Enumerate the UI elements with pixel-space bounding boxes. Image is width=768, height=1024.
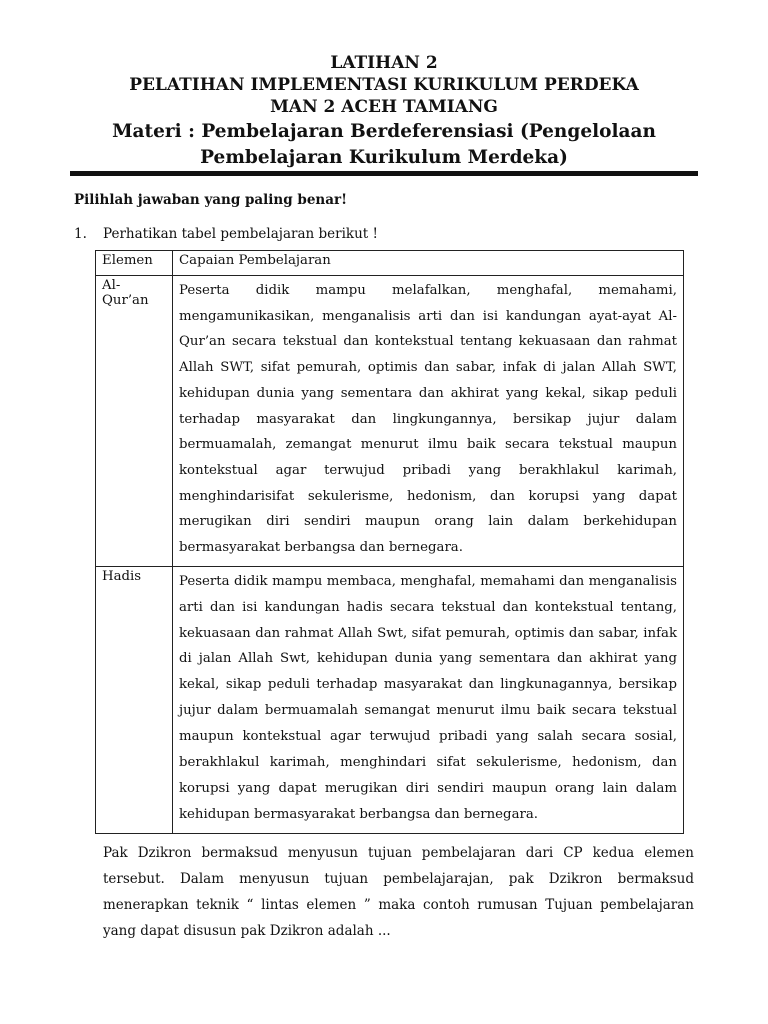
material-title: [70, 119, 698, 171]
table-row: [96, 276, 684, 567]
document-header: [70, 52, 698, 171]
instruction-text: Pilihlah jawaban yang paling benar!: [74, 192, 348, 208]
question-text: Perhatikan tabel pembelajaran berikut !: [103, 226, 378, 242]
header-divider: [70, 171, 698, 176]
row-element-quran: Al-Qur’an: [96, 276, 173, 567]
header-cp: Capaian Pembelajaran: [173, 251, 684, 276]
training-title: PELATIHAN IMPLEMENTASI KURIKULUM PERDEKA: [129, 75, 639, 95]
table-row: [96, 566, 684, 833]
header-element: Elemen: [96, 251, 173, 276]
learning-outcomes-table: [95, 250, 684, 834]
row-element-hadis: Hadis: [96, 566, 173, 833]
material-title-line1: Materi : Pembelajaran Berdeferensiasi (Pengelolaan: [112, 121, 656, 142]
material-title-line2: Pembelajaran Kurikulum Merdeka): [200, 147, 568, 168]
row-cp-hadis: [173, 566, 684, 833]
row-cp-quran: [173, 276, 684, 567]
cp-text-quran: Peserta didik mampu melafalkan, menghafal, memahami, mengamunikasikan, menganalisis arti dan isi kandungan ayat-ayat Al-Qur’an secara tekstual dan kontekstual tentang kekuasaan dan rahmat Allah SWT, sifat pemurah, optimis dan sabar, infak di jalan Allah SWT, kehidupan dunia yang sementara dan akhirat yang kekal, sikap peduli terhadap masyarakat dan lingkungannya, bersikap jujur dalam bermuamalah, zemangat menurut ilmu baik secara tekstual maupun kontekstual agar terwujud pribadi yang berakhlakul karimah, menghindarisifat sekulerisme, hedonism, dan korupsi yang dapat merugikan diri sendiri maupun orang lain dalam berkehidupan bermasyarakat berbangsa dan bernegara.: [179, 283, 677, 556]
cp-text-hadis: Peserta didik mampu membaca, menghafal, memahami dan menganalisis arti dan isi kandungan hadis secara tekstual dan kontekstual tentang, kekuasaan dan rahmat Allah Swt, sifat pemurah, optimis dan sabar, infak di jalan Allah Swt, kehidupan dunia yang sementara dan akhirat yang kekal, sikap peduli terhadap masyarakat dan lingkunagannya, bersikap jujur dalam bermuamalah semangat menurut ilmu baik secara tekstual maupun kontekstual agar terwujud pribadi yang salah secara sosial, berakhlakul karimah, menghindari sifat sekulerisme, hedonism, dan korupsi yang dapat merugikan diri sendiri maupun orang lain dalam kehidupan bermasyarakat berbangsa dan bernegara.: [179, 573, 677, 822]
table-header-row: [96, 251, 684, 276]
exercise-title: LATIHAN 2: [330, 53, 438, 73]
question-paragraph: Pak Dzikron bermaksud menyusun tujuan pembelajaran dari CP kedua elemen tersebut. Dalam menyusun tujuan pembelajarajan, pak Dzikron bermaksud menerapkan teknik “ lintas elemen ” maka contoh rumusan Tujuan pembelajaran yang dapat disusun pak Dzikron adalah ...: [103, 845, 694, 939]
school-name: MAN 2 ACEH TAMIANG: [270, 97, 498, 117]
question-number: 1.: [74, 226, 87, 242]
